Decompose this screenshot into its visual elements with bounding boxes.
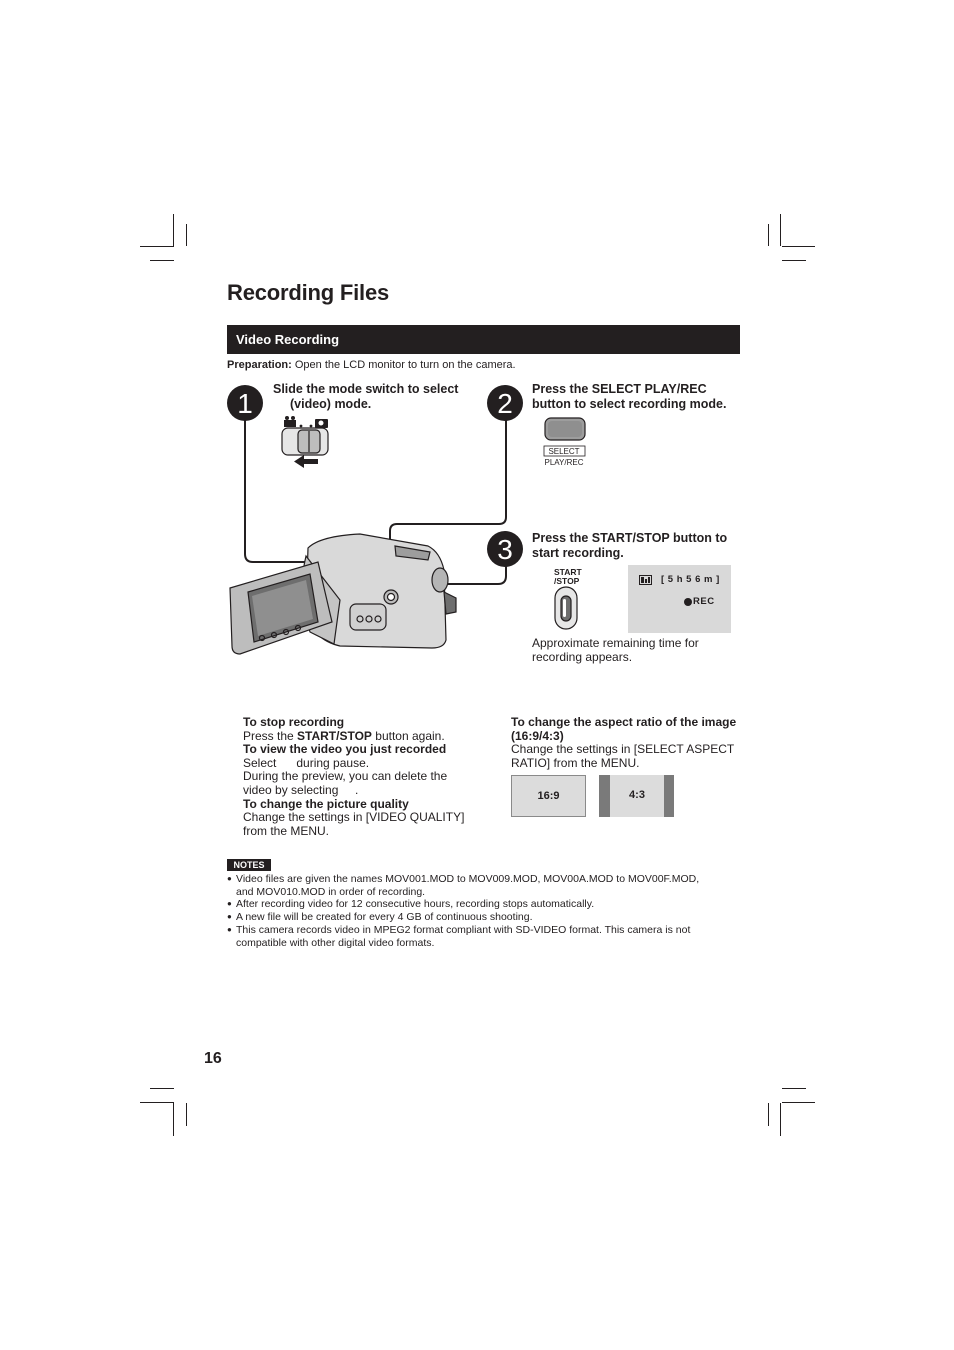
- note-1-line2: and MOV010.MOD in order of recording.: [236, 885, 426, 898]
- start-stop-button: [555, 587, 577, 629]
- step-number-1: 1: [237, 388, 253, 419]
- aspect-heading-line2: (16:9/4:3): [511, 728, 564, 743]
- stop-text-pre: Press the: [243, 728, 298, 743]
- mode-switch: [282, 428, 328, 455]
- note-item: [227, 898, 740, 911]
- step-1-line2: (video) mode.: [290, 397, 372, 411]
- note-4-line2: compatible with other digital video formats.: [236, 936, 435, 949]
- view-line2: During the preview, you can delete the: [243, 769, 448, 784]
- step-1-text: [273, 382, 483, 412]
- quality-line1: Change the settings in [VIDEO QUALITY]: [243, 810, 465, 825]
- note-4-line1: ● This camera records video in MPEG2 format compliant with SD-VIDEO format. This camera is not: [236, 923, 691, 936]
- step-2-text: [532, 382, 742, 412]
- aspect-4-3-label: 4:3: [629, 789, 645, 801]
- notes-label: NOTES: [227, 859, 271, 871]
- note-3-line1: ● A new file will be created for every 4 GB of continuous shooting.: [236, 911, 533, 924]
- stop-heading: To stop recording: [243, 715, 345, 729]
- preparation-body: Open the LCD monitor to turn on the camera.: [291, 359, 516, 371]
- play-rec-label: PLAY/REC: [544, 458, 584, 467]
- select-button-label: SELECT: [548, 447, 580, 456]
- stop-label: /STOP: [554, 576, 580, 586]
- step-3-line1: Press the START/STOP button to: [532, 531, 728, 545]
- remaining-time: [ 5 h 5 6 m ]: [661, 574, 720, 585]
- aspect-4-3-inner: [610, 775, 664, 817]
- section-title: Video Recording: [236, 332, 340, 347]
- stop-view-quality-info: [243, 716, 493, 838]
- stop-text-bold: START/STOP: [297, 728, 372, 743]
- caption-line1: Approximate remaining time for: [532, 636, 699, 650]
- stop-text-post: button again.: [371, 728, 445, 743]
- rec-dot-icon: [684, 598, 692, 606]
- view-line3: video by selecting .: [243, 782, 359, 797]
- note-2-line1: ● After recording video for 12 consecutive hours, recording stops automatically.: [236, 898, 595, 911]
- step-2-line2: button to select recording mode.: [532, 397, 727, 411]
- quality-heading: To change the picture quality: [243, 796, 409, 811]
- note-item: [227, 911, 740, 924]
- caption-line2: recording appears.: [532, 649, 633, 664]
- view-heading: To view the video you just recorded: [243, 742, 447, 757]
- aspect-text-line1: Change the settings in [SELECT ASPECT: [511, 742, 735, 757]
- preparation-label: Preparation:: [227, 359, 292, 371]
- remaining-time-caption: [532, 637, 732, 664]
- video-camera-icon: [284, 416, 302, 427]
- still-camera-icon: [310, 419, 328, 428]
- aspect-16-9-label: 16:9: [537, 790, 560, 802]
- stop-text: [243, 730, 493, 744]
- aspect-heading-line1: To change the aspect ratio of the image: [511, 715, 737, 729]
- rec-indicator: REC: [693, 596, 715, 607]
- aspect-16-9-box: [511, 775, 586, 817]
- aspect-4-3-box: [599, 775, 674, 817]
- lcd-screen: [628, 565, 731, 633]
- notes-list: [227, 873, 740, 949]
- aspect-text-line2: RATIO] from the MENU.: [511, 755, 640, 770]
- note-item: [227, 924, 740, 949]
- note-1-line1: ● Video files are given the names MOV001.MOD to MOV009.MOD, MOV00A.MOD to MOV00F.MOD,: [236, 873, 700, 885]
- note-item: [227, 873, 740, 898]
- step-3-line2: start recording.: [532, 546, 624, 560]
- view-line1: Select during pause.: [243, 755, 370, 770]
- step-number-2: 2: [497, 388, 513, 419]
- page-title: Recording Files: [227, 280, 390, 305]
- quality-line2: from the MENU.: [243, 823, 330, 838]
- aspect-ratio-info: [511, 716, 743, 770]
- page-number: 16: [204, 1050, 222, 1067]
- start-label: START: [554, 567, 582, 577]
- step-1-line1: Slide the mode switch to select: [273, 382, 459, 396]
- step-2-line1: Press the SELECT PLAY/REC: [532, 382, 707, 396]
- battery-icon: [639, 575, 652, 585]
- step-3-text: [532, 531, 742, 561]
- step-number-3: 3: [497, 534, 513, 565]
- camcorder-illustration: [230, 534, 456, 654]
- arrow-left-icon: [294, 455, 318, 468]
